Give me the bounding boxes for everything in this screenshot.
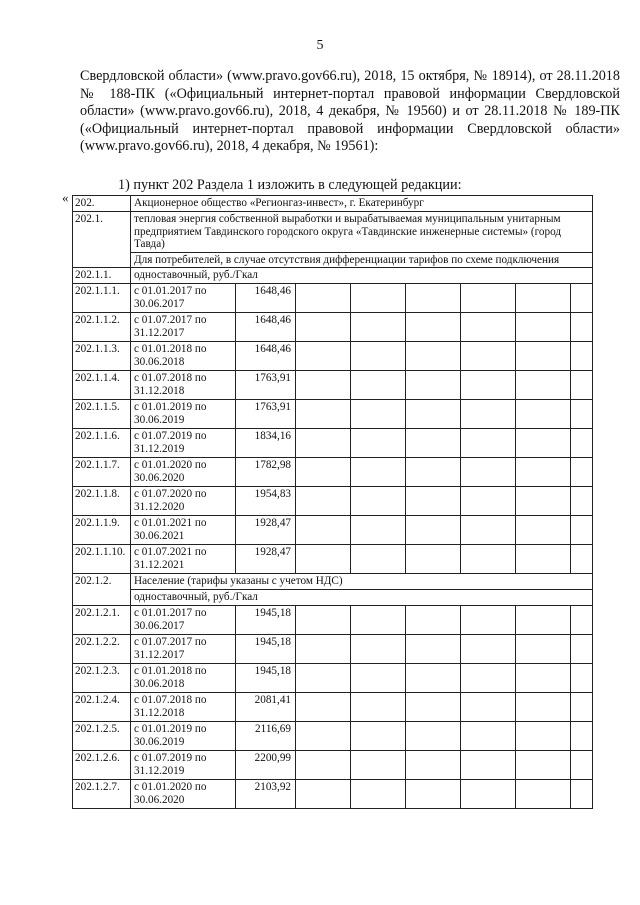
table-row [73,722,593,751]
empty-cell [351,664,406,693]
empty-cell [461,487,516,516]
intro-text: Свердловской области» (www.pravo.gov66.ru), 2018, 15 октября, № 18914), от 28.11.2018 № 188-ПК («Официальный интернет-портал правовой информации Свердловской области» (www.pravo.gov66.ru), 2018, 4 декабря, № 19560) и от 28.11.2018 № 189-ПК («Официальный интернет-портал правовой информации Свердловской области» (www.pravo.gov66.ru), 2018, 4 декабря, № 19561): [80,68,620,154]
row-value: 1834,16 [236,429,296,458]
table-row [73,487,593,516]
empty-cell [571,545,593,574]
empty-cell [461,722,516,751]
consumers-row [73,252,593,268]
empty-cell [296,606,351,635]
empty-cell [406,371,461,400]
tariff-table [72,195,593,809]
empty-cell [571,342,593,371]
empty-cell [406,516,461,545]
empty-cell [351,429,406,458]
item-instruction: 1) пункт 202 Раздела 1 изложить в следующей редакции: [118,177,462,193]
empty-cell [406,545,461,574]
empty-cell [406,400,461,429]
empty-cell [516,371,571,400]
empty-cell [296,429,351,458]
table-row [73,751,593,780]
empty-cell [571,487,593,516]
row-period: с 01.01.2018 по 30.06.2018 [131,342,236,371]
row-num: 202.1.2.5. [73,722,131,751]
section2-row [73,574,593,590]
empty-cell [461,371,516,400]
empty-cell [296,545,351,574]
empty-cell [461,284,516,313]
empty-cell [406,635,461,664]
empty-cell [296,751,351,780]
empty-cell [406,429,461,458]
empty-cell [571,780,593,809]
open-quote: « [62,190,69,205]
empty-cell [461,458,516,487]
empty-cell [571,751,593,780]
empty-cell [516,780,571,809]
empty-cell [516,635,571,664]
empty-cell [296,780,351,809]
empty-cell [461,400,516,429]
row-period: с 01.07.2021 по 31.12.2021 [131,545,236,574]
empty-cell [406,284,461,313]
empty-cell [571,458,593,487]
table-row [73,545,593,574]
empty-cell [461,516,516,545]
row-value: 2116,69 [236,722,296,751]
row-num: 202.1.2.2. [73,635,131,664]
empty-cell [296,664,351,693]
row-num: 202.1.2.3. [73,664,131,693]
row-value: 1648,46 [236,284,296,313]
empty-cell [406,487,461,516]
empty-cell [406,780,461,809]
empty-cell [516,313,571,342]
table-row [73,606,593,635]
empty-cell [571,429,593,458]
row-value: 1954,83 [236,487,296,516]
empty-cell [461,751,516,780]
empty-cell [516,400,571,429]
empty-cell [461,313,516,342]
table-row [73,693,593,722]
empty-cell [571,606,593,635]
empty-cell [516,516,571,545]
empty-cell [351,780,406,809]
row-num: 202.1.1.1. [73,284,131,313]
empty-cell [296,313,351,342]
row-num: 202.1.1.6. [73,429,131,458]
empty-cell [406,606,461,635]
empty-cell [571,313,593,342]
table-row [73,458,593,487]
row-period: с 01.07.2018 по 31.12.2018 [131,693,236,722]
empty-cell [296,487,351,516]
section2-sub-row [73,590,593,606]
row-period: с 01.07.2017 по 31.12.2017 [131,313,236,342]
org-row [73,196,593,212]
empty-cell [406,458,461,487]
row-num: 202.1.1.10. [73,545,131,574]
org-num: 202. [73,196,131,212]
empty-cell [571,664,593,693]
empty-cell [516,545,571,574]
row-value: 1945,18 [236,664,296,693]
empty-cell [571,722,593,751]
empty-cell [571,371,593,400]
empty-cell [571,400,593,429]
empty-cell [351,487,406,516]
empty-cell [461,780,516,809]
empty-cell [516,606,571,635]
section-row [73,212,593,253]
row-period: с 01.01.2017 по 30.06.2017 [131,606,236,635]
empty-cell [351,635,406,664]
sec1-text: тепловая энергия собственной выработки и вырабатываемая муниципальным унитарным предприятием Тавдинского городского округа «Тавдинские инженерные системы» (город Тавда) [131,212,593,253]
empty-cell [296,516,351,545]
empty-cell [296,635,351,664]
subsection-row [73,268,593,284]
sec1-num: 202.1. [73,212,131,268]
empty-cell [461,545,516,574]
row-num: 202.1.2.7. [73,780,131,809]
row-value: 1782,98 [236,458,296,487]
table-row [73,635,593,664]
row-period: с 01.01.2018 по 30.06.2018 [131,664,236,693]
row-num: 202.1.1.8. [73,487,131,516]
empty-cell [571,284,593,313]
empty-cell [516,664,571,693]
empty-cell [296,284,351,313]
empty-cell [516,342,571,371]
empty-cell [571,635,593,664]
empty-cell [351,400,406,429]
empty-cell [516,751,571,780]
empty-cell [461,635,516,664]
empty-cell [351,284,406,313]
row-num: 202.1.1.3. [73,342,131,371]
sec2-sub: одноставочный, руб./Гкал [131,590,593,606]
table-row [73,284,593,313]
empty-cell [516,693,571,722]
row-period: с 01.01.2021 по 30.06.2021 [131,516,236,545]
empty-cell [571,693,593,722]
empty-cell [296,371,351,400]
row-value: 1945,18 [236,606,296,635]
row-num: 202.1.1.7. [73,458,131,487]
empty-cell [351,342,406,371]
table-row [73,342,593,371]
row-period: с 01.01.2020 по 30.06.2020 [131,780,236,809]
sec2-text: Население (тарифы указаны с учетом НДС) [131,574,593,590]
empty-cell [351,606,406,635]
table-row [73,371,593,400]
empty-cell [351,313,406,342]
empty-cell [461,429,516,458]
row-value: 1928,47 [236,545,296,574]
row-value: 1945,18 [236,635,296,664]
empty-cell [351,371,406,400]
row-num: 202.1.1.5. [73,400,131,429]
row-num: 202.1.2.1. [73,606,131,635]
empty-cell [351,722,406,751]
empty-cell [461,342,516,371]
sec2-num: 202.1.2. [73,574,131,606]
row-num: 202.1.2.6. [73,751,131,780]
row-value: 2200,99 [236,751,296,780]
empty-cell [516,429,571,458]
row-period: с 01.07.2020 по 31.12.2020 [131,487,236,516]
table-row [73,313,593,342]
empty-cell [406,693,461,722]
row-period: с 01.07.2019 по 31.12.2019 [131,429,236,458]
table-row [73,516,593,545]
intro-paragraph [80,68,620,156]
row-period: с 01.01.2017 по 30.06.2017 [131,284,236,313]
row-period: с 01.01.2019 по 30.06.2019 [131,722,236,751]
empty-cell [516,284,571,313]
empty-cell [406,722,461,751]
row-value: 1648,46 [236,313,296,342]
org-name: Акционерное общество «Регионгаз-инвест», г. Екатеринбург [131,196,593,212]
empty-cell [406,664,461,693]
table-row [73,780,593,809]
row-value: 2081,41 [236,693,296,722]
empty-cell [516,487,571,516]
row-value: 1648,46 [236,342,296,371]
empty-cell [296,342,351,371]
row-period: с 01.01.2020 по 30.06.2020 [131,458,236,487]
table-row [73,429,593,458]
empty-cell [516,722,571,751]
empty-cell [296,693,351,722]
empty-cell [516,458,571,487]
empty-cell [406,342,461,371]
sub1-text: одноставочный, руб./Гкал [131,268,593,284]
sub1-num: 202.1.1. [73,268,131,284]
empty-cell [461,664,516,693]
row-num: 202.1.1.2. [73,313,131,342]
row-period: с 01.07.2018 по 31.12.2018 [131,371,236,400]
row-value: 2103,92 [236,780,296,809]
empty-cell [296,722,351,751]
table-row [73,400,593,429]
sec1-consumers: Для потребителей, в случае отсутствия дифференциации тарифов по схеме подключения [131,252,593,268]
empty-cell [351,751,406,780]
empty-cell [571,516,593,545]
empty-cell [351,516,406,545]
row-period: с 01.07.2017 по 31.12.2017 [131,635,236,664]
row-value: 1763,91 [236,400,296,429]
row-num: 202.1.1.4. [73,371,131,400]
table-row [73,664,593,693]
page-number: 5 [316,38,324,53]
row-value: 1928,47 [236,516,296,545]
empty-cell [351,545,406,574]
row-num: 202.1.1.9. [73,516,131,545]
empty-cell [296,400,351,429]
empty-cell [406,751,461,780]
empty-cell [351,693,406,722]
empty-cell [461,693,516,722]
row-period: с 01.01.2019 по 30.06.2019 [131,400,236,429]
empty-cell [351,458,406,487]
empty-cell [461,606,516,635]
row-period: с 01.07.2019 по 31.12.2019 [131,751,236,780]
row-value: 1763,91 [236,371,296,400]
row-num: 202.1.2.4. [73,693,131,722]
empty-cell [406,313,461,342]
empty-cell [296,458,351,487]
